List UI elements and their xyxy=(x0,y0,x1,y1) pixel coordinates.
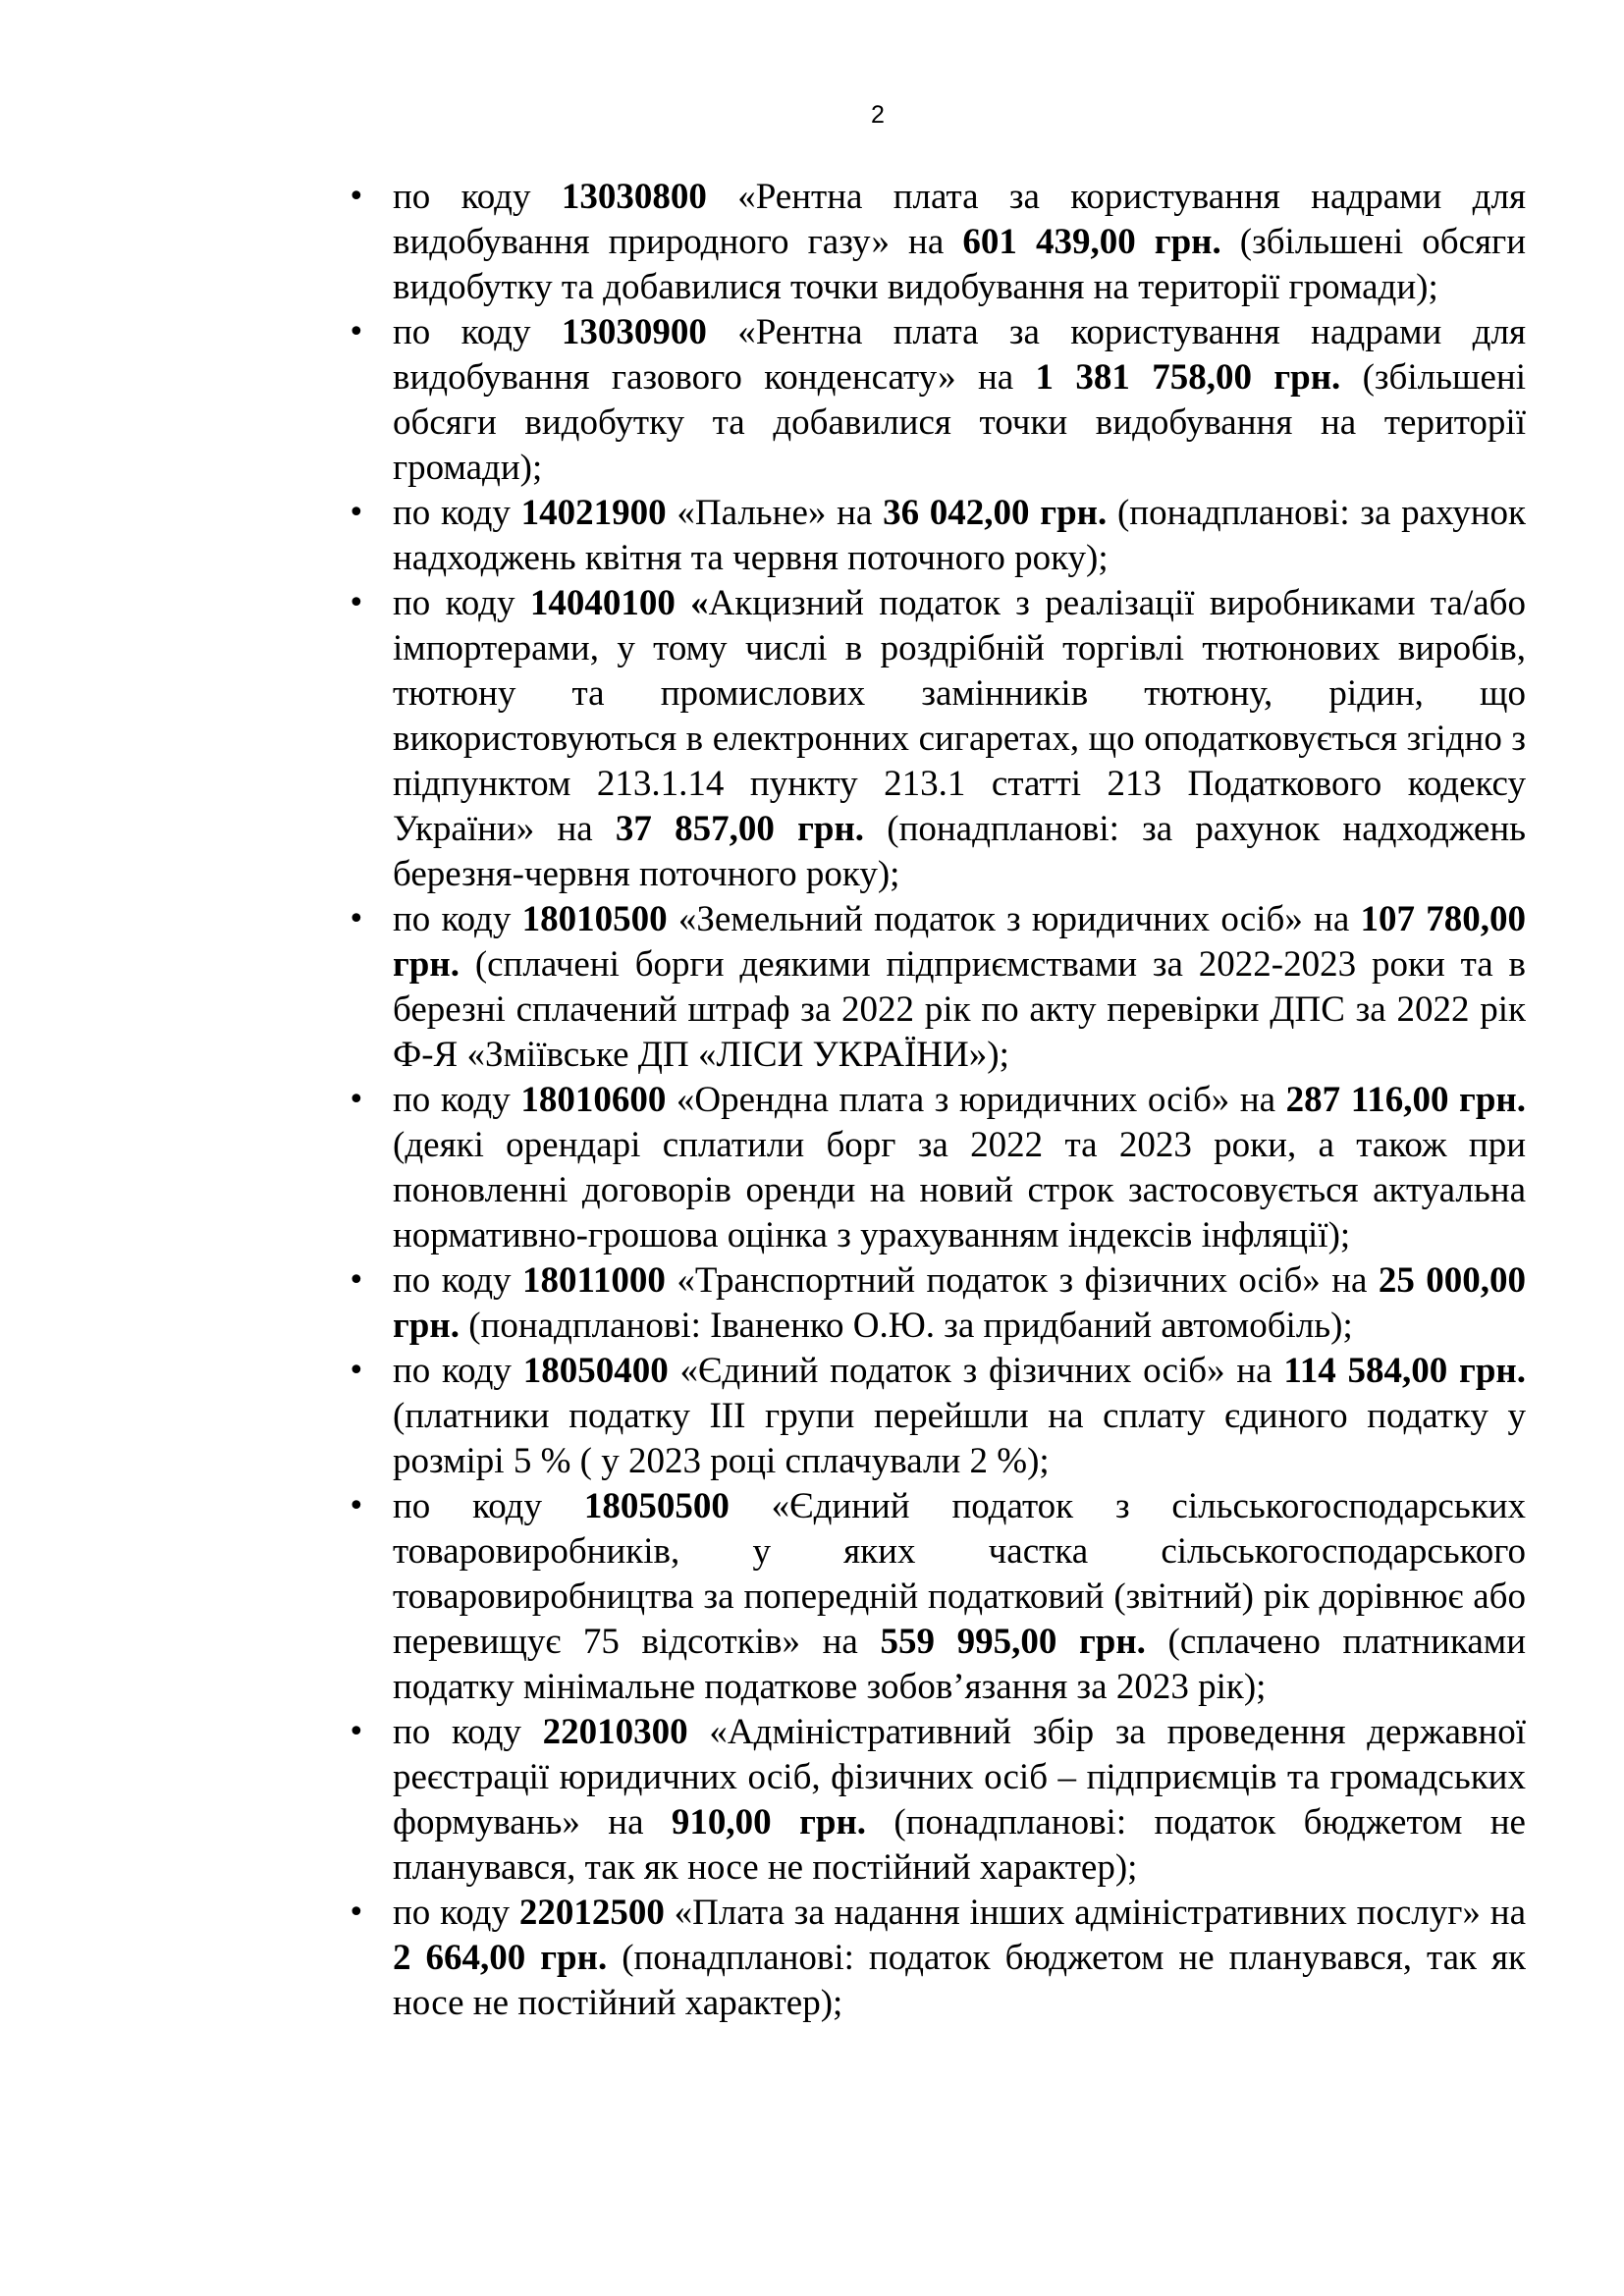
list-item xyxy=(348,175,1526,310)
bullet-icon: • xyxy=(348,1489,365,1523)
bullet-icon: • xyxy=(348,1354,365,1388)
item-note: (понадпланові: податок бюджетом не планувався, так як носе не постійний характер); xyxy=(393,1802,1526,1888)
item-note: (сплачені борги деякими підприємствами за 2022-2023 роки та в березні сплачений штраф за 2022 рік по акту перевірки ДПС за 2022 рік Ф-Я «Зміївське ДП «ЛІСИ УКРАЇНИ»); xyxy=(393,944,1526,1075)
bullet-icon: • xyxy=(348,496,365,530)
item-code: 14040100 « xyxy=(529,583,709,623)
page-number: 2 xyxy=(871,101,885,129)
item-code: 22012500 xyxy=(518,1893,665,1933)
item-note: (понадпланові: Іваненко О.Ю. за придбаний автомобіль); xyxy=(459,1306,1353,1346)
bullet-icon: • xyxy=(348,180,365,214)
item-amount: 601 439,00 грн. xyxy=(962,222,1221,262)
item-prefix: по коду xyxy=(393,899,522,939)
list-item xyxy=(348,491,1526,581)
item-prefix: по коду xyxy=(393,312,562,352)
item-amount: 114 584,00 грн. xyxy=(1283,1351,1526,1391)
list-item xyxy=(348,1349,1526,1484)
bullet-icon: • xyxy=(348,1083,365,1117)
item-amount: 559 995,00 грн. xyxy=(880,1622,1146,1662)
bullet-icon: • xyxy=(348,902,365,936)
item-amount: 107 780,00 грн. xyxy=(393,899,1526,985)
item-amount: 2 664,00 грн. xyxy=(393,1938,608,1978)
item-code: 14021900 xyxy=(520,493,667,533)
item-note: (понадпланові: за рахунок надходжень квітня та червня поточного року); xyxy=(393,493,1526,578)
list-item xyxy=(348,897,1526,1078)
item-prefix: по коду xyxy=(393,1080,521,1120)
item-amount: 37 857,00 грн. xyxy=(615,809,865,849)
item-code: 18050400 xyxy=(522,1351,669,1391)
item-text: «Рентна плата за користування надрами для видобування природного газу» на xyxy=(393,177,1526,262)
list-item xyxy=(348,1891,1527,2026)
item-code: 18010500 xyxy=(521,899,668,939)
item-amount: 910,00 грн. xyxy=(671,1802,867,1842)
item-prefix: по коду xyxy=(393,177,562,217)
list-item xyxy=(348,1484,1526,1710)
bullet-icon: • xyxy=(348,1263,365,1298)
list-item xyxy=(348,310,1526,491)
item-prefix: по коду xyxy=(393,1486,584,1526)
item-code: 18011000 xyxy=(521,1260,666,1301)
bullet-icon: • xyxy=(348,586,365,620)
item-note: (понадпланові: податок бюджетом не планувався, так як носе не постійний характер); xyxy=(393,1938,1527,2023)
item-code: 22010300 xyxy=(542,1712,688,1752)
bullet-list xyxy=(348,175,1527,2026)
list-item xyxy=(348,1078,1526,1258)
item-amount: 36 042,00 грн. xyxy=(883,493,1108,533)
item-text: «Єдиний податок з сільськогосподарських товаровиробників, у яких частка сільськогосподарського товаровиробництва за попередній податковий (звітний) рік дорівнює або перевищує 75 відсотків» на xyxy=(393,1486,1526,1662)
item-code: 13030900 xyxy=(561,312,707,352)
item-prefix: по коду xyxy=(393,1893,519,1933)
item-code: 13030800 xyxy=(561,177,707,217)
bullet-icon: • xyxy=(348,1896,365,1930)
item-text: «Земельний податок з юридичних осіб» на xyxy=(667,899,1361,939)
item-text: «Орендна плата з юридичних осіб» на xyxy=(666,1080,1286,1120)
item-note: (збільшені обсяги видобутку та добавилися точки видобування на території громади); xyxy=(393,222,1526,307)
item-prefix: по коду xyxy=(393,1260,522,1301)
item-code: 18010600 xyxy=(520,1080,667,1120)
item-text: Акцизний податок з реалізації виробниками та/або імпортерами, у тому числі в роздрібній торгівлі тютюнових виробів, тютюну та промислових замінників тютюну, рідин, що використовуються в електронних сигаретах, що оподатковується згідно з підпунктом 213.1.14 пункту 213.1 статті 213 Податкового кодексу України» на xyxy=(393,583,1526,849)
item-prefix: по коду xyxy=(393,1712,543,1752)
bullet-icon: • xyxy=(348,1715,365,1749)
item-prefix: по коду xyxy=(393,493,521,533)
list-item xyxy=(348,1710,1526,1891)
item-text: «Плата за надання інших адміністративних послуг» на xyxy=(664,1893,1526,1933)
item-text: «Адміністративний збір за проведення державної реєстрації юридичних осіб, фізичних осіб – підприємців та громадських формувань» на xyxy=(393,1712,1526,1842)
item-note: (збільшені обсяги видобутку та добавилися точки видобування на території громади); xyxy=(393,357,1526,488)
item-amount: 1 381 758,00 грн. xyxy=(1035,357,1341,398)
item-text: «Єдиний податок з фізичних осіб» на xyxy=(668,1351,1284,1391)
list-item xyxy=(348,581,1526,897)
item-amount: 25 000,00 грн. xyxy=(393,1260,1526,1346)
item-text: «Пальне» на xyxy=(666,493,884,533)
item-note: (сплачено платниками податку мінімальне податкове зобов’язання за 2023 рік); xyxy=(393,1622,1526,1707)
item-amount: 287 116,00 грн. xyxy=(1285,1080,1526,1120)
item-note: (платники податку ІІІ групи перейшли на сплату єдиного податку у розмірі 5 % ( у 2023 році сплачували 2 %); xyxy=(393,1396,1526,1481)
item-prefix: по коду xyxy=(393,1351,523,1391)
item-code: 18050500 xyxy=(583,1486,730,1526)
list-item xyxy=(348,1258,1526,1349)
item-text: «Рентна плата за користування надрами для видобування газового конденсату» на xyxy=(393,312,1526,398)
item-note: (деякі орендарі сплатили борг за 2022 та 2023 роки, а також при поновленні договорів оренди на новий строк застосовується актуальна нормативно-грошова оцінка з урахуванням індексів інфляції); xyxy=(393,1125,1526,1255)
bullet-icon: • xyxy=(348,315,365,349)
item-note: (понадпланові: за рахунок надходжень березня-червня поточного року); xyxy=(393,809,1526,894)
item-prefix: по коду xyxy=(393,583,530,623)
item-text: «Транспортний податок з фізичних осіб» на xyxy=(665,1260,1379,1301)
